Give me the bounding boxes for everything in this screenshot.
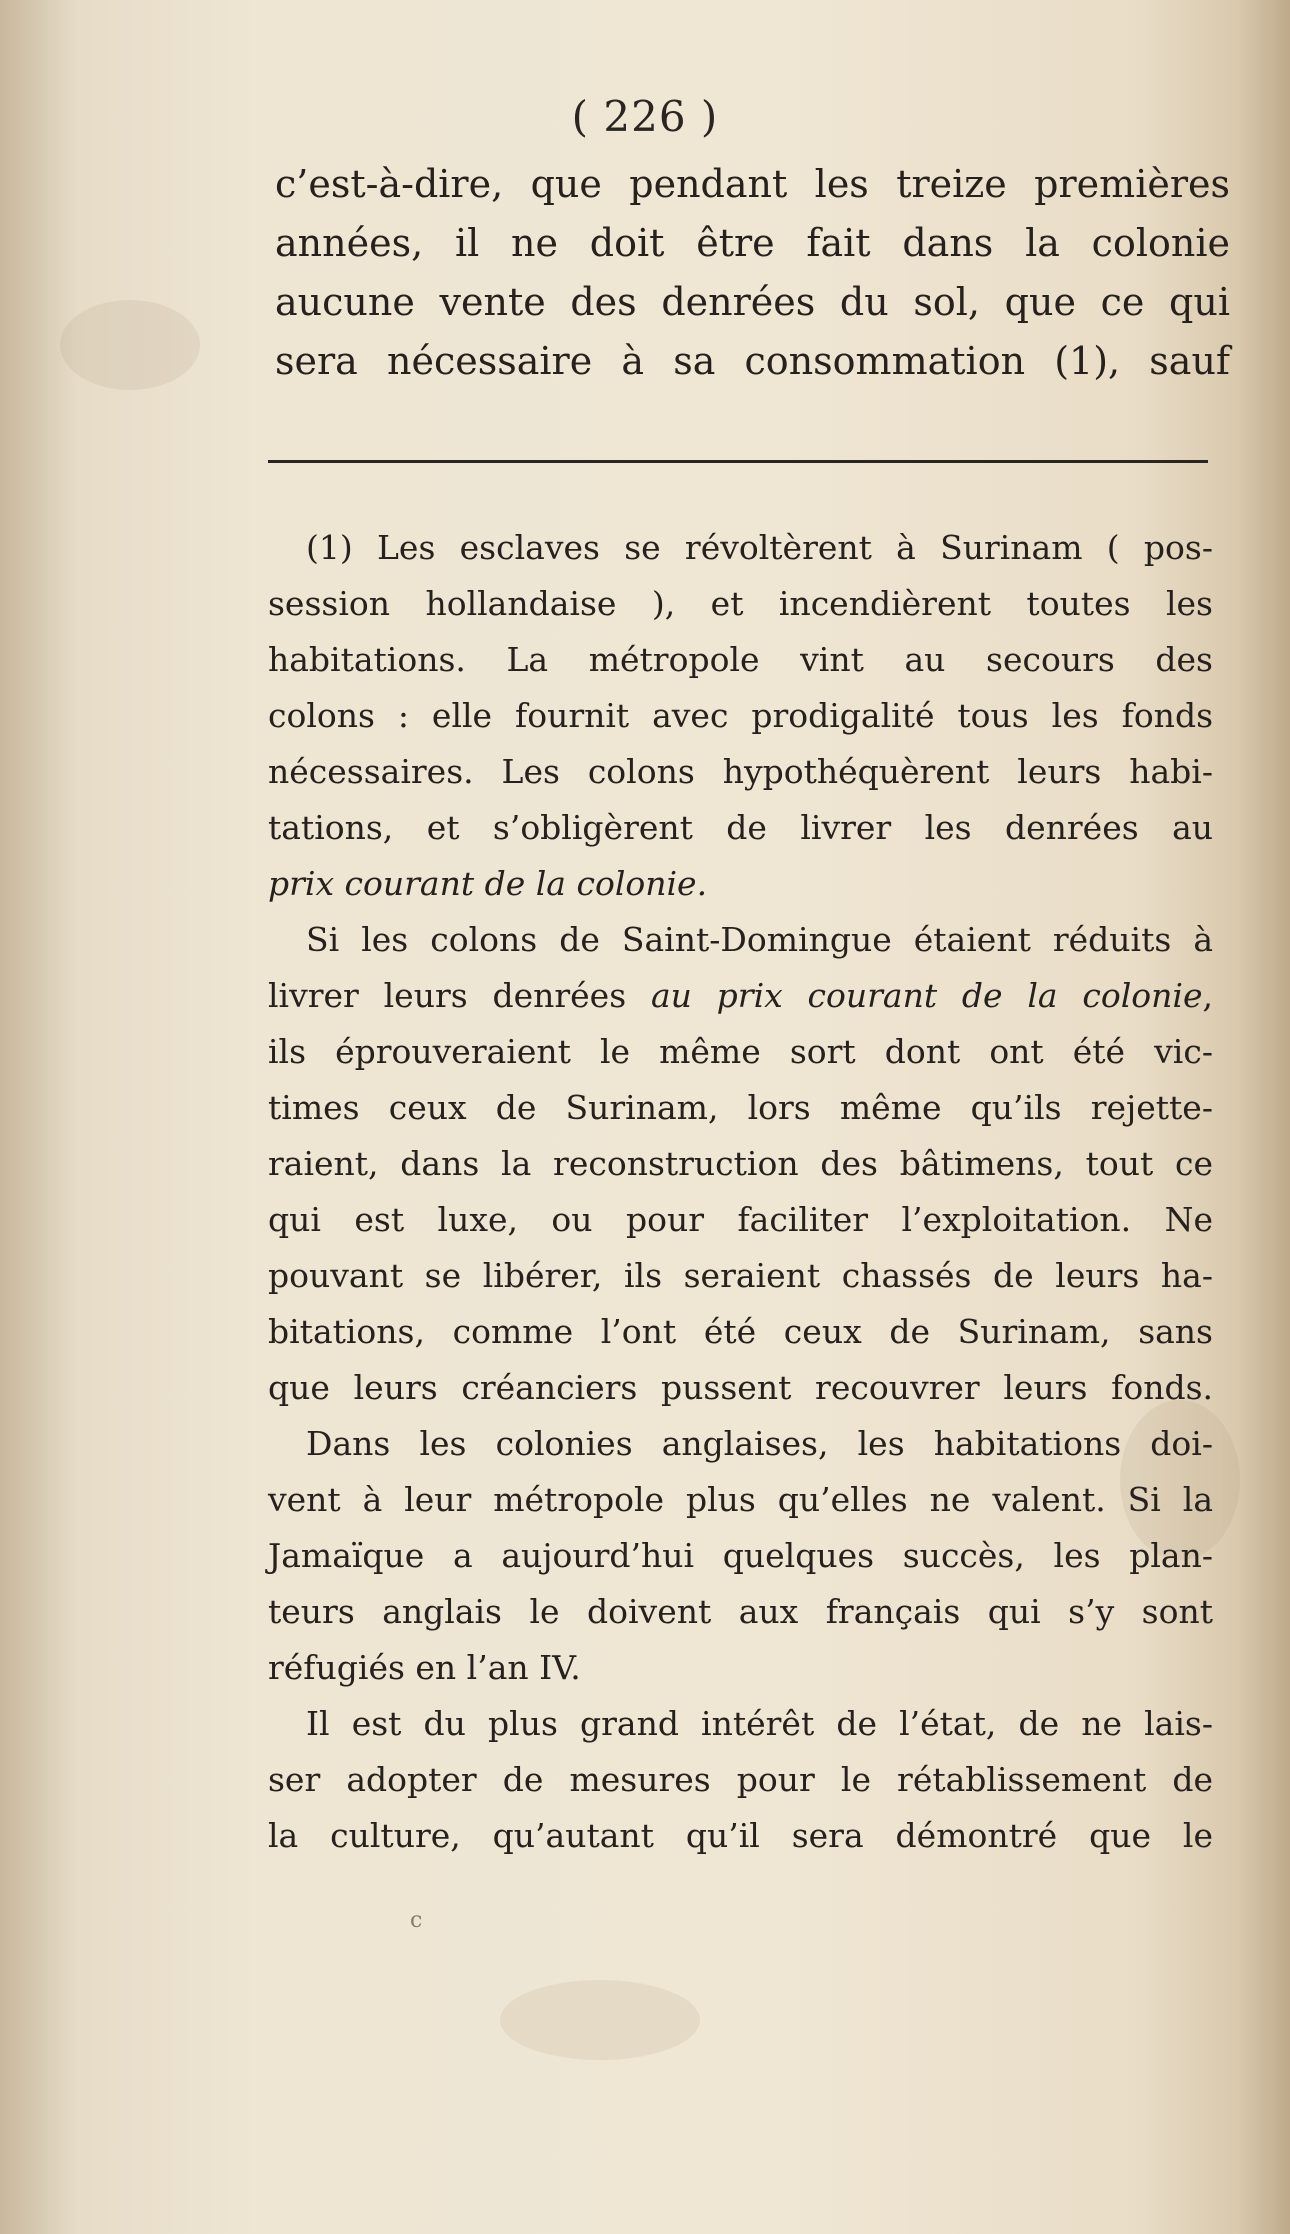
footnote-line: qui est luxe, ou pour faciliter l’exploitation. Ne (268, 1200, 1213, 1239)
text-line: c’est-à-dire, que pendant les treize premières (275, 162, 1230, 206)
text-line: aucune vente des denrées du sol, que ce qui (275, 280, 1230, 324)
footnote-line: bitations, comme l’ont été ceux de Surinam, sans (268, 1312, 1213, 1351)
footnote-line: réfugiés en l’an IV. (268, 1648, 581, 1687)
footnote-rule (268, 460, 1208, 463)
footnote-line: Il est du plus grand intérêt de l’état, de ne lais- (306, 1704, 1213, 1743)
italic-phrase: prix courant de la colonie. (268, 864, 708, 903)
foxing-stain (60, 300, 200, 390)
footnote-line: (1) Les esclaves se révoltèrent à Surinam ( pos- (306, 528, 1213, 567)
italic-phrase: au prix courant de la colonie (650, 976, 1203, 1015)
footnote-line: habitations. La métropole vint au secours des (268, 640, 1213, 679)
footnote-line: la culture, qu’autant qu’il sera démontré que le (268, 1816, 1213, 1855)
text-run: livrer leurs denrées (268, 976, 651, 1015)
footnote (268, 520, 1213, 1864)
main-text (275, 155, 1230, 391)
signature-mark: c (410, 1908, 423, 1933)
footnote-line: que leurs créanciers pussent recouvrer leurs fonds. (268, 1368, 1213, 1407)
footnote-line: nécessaires. Les colons hypothéquèrent leurs habi- (268, 752, 1213, 791)
footnote-line: pouvant se libérer, ils seraient chassés de leurs ha- (268, 1256, 1213, 1295)
footnote-line-mixed (268, 968, 1213, 1024)
footnote-line: Si les colons de Saint-Domingue étaient réduits à (306, 920, 1213, 959)
footnote-line: session hollandaise ), et incendièrent toutes les (268, 584, 1213, 623)
footnote-line: ils éprouveraient le même sort dont ont été vic- (268, 1032, 1213, 1071)
text-run: , (1202, 976, 1213, 1015)
page-number: ( 226 ) (571, 92, 719, 141)
footnote-line: times ceux de Surinam, lors même qu’ils rejette- (268, 1088, 1213, 1127)
text-line: années, il ne doit être fait dans la colonie (275, 221, 1230, 265)
foxing-stain (500, 1980, 700, 2060)
footnote-line: ser adopter de mesures pour le rétablissement de (268, 1760, 1213, 1799)
text-line: sera nécessaire à sa consommation (1), sauf (275, 339, 1230, 383)
footnote-line: colons : elle fournit avec prodigalité tous les fonds (268, 696, 1213, 735)
footnote-line-italic (268, 856, 1213, 912)
footnote-line: Dans les colonies anglaises, les habitations doi- (306, 1424, 1213, 1463)
footnote-line: teurs anglais le doivent aux français qui s’y sont (268, 1592, 1213, 1631)
footnote-line: vent à leur métropole plus qu’elles ne valent. Si la (268, 1480, 1213, 1519)
footnote-line: raient, dans la reconstruction des bâtimens, tout ce (268, 1144, 1213, 1183)
footnote-line: tations, et s’obligèrent de livrer les denrées au (268, 808, 1213, 847)
footnote-line: Jamaïque a aujourd’hui quelques succès, les plan- (268, 1536, 1213, 1575)
